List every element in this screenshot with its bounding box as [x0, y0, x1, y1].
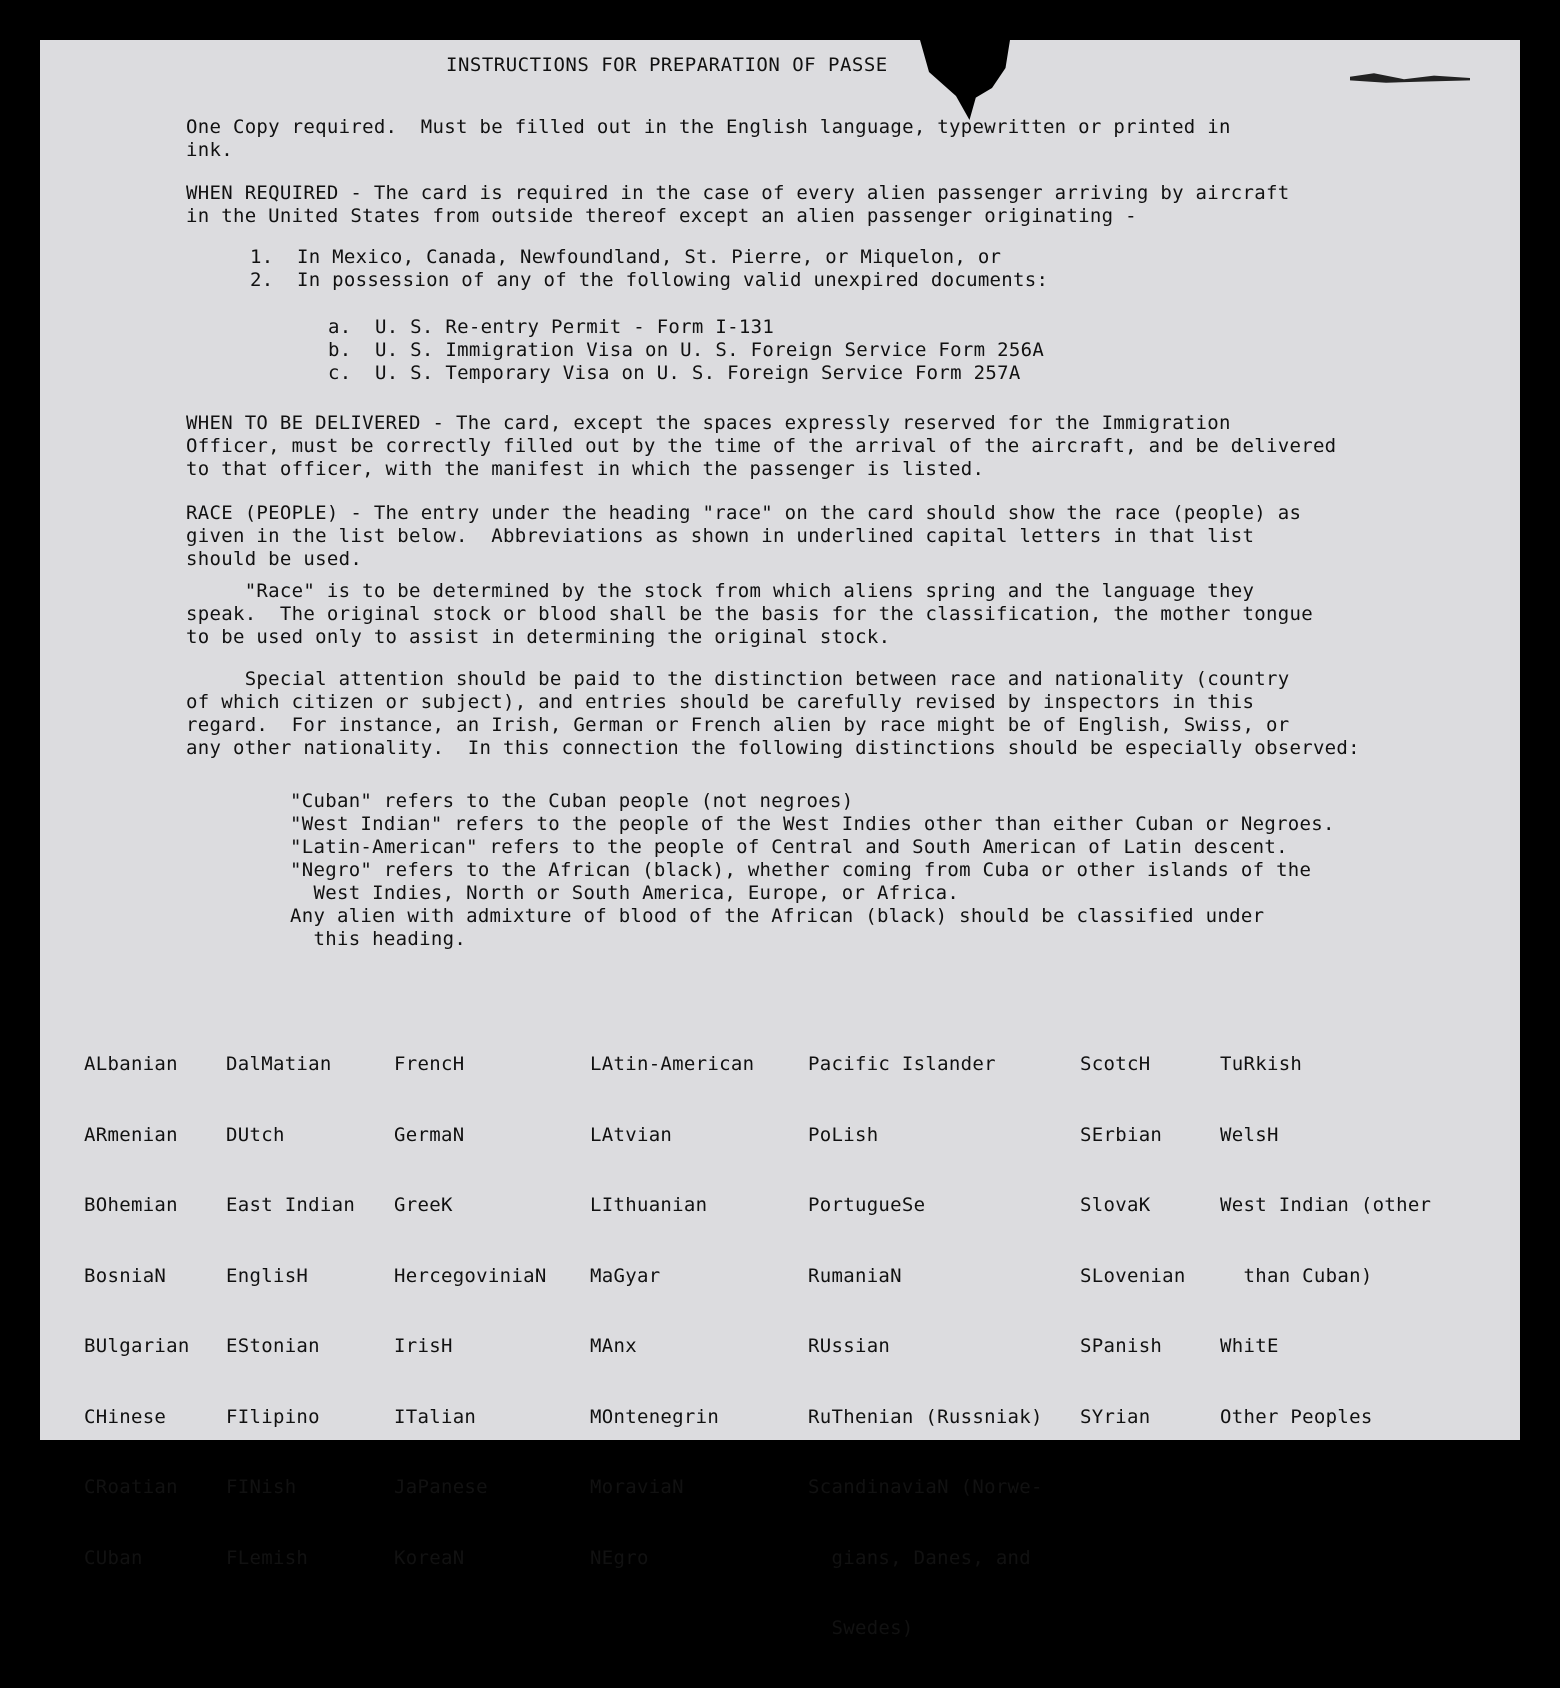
race-item: MOntenegrin	[590, 1405, 720, 1428]
race-item: DalMatian	[226, 1053, 332, 1075]
race-column-5	[808, 1006, 1043, 1688]
race-item: SLovenian	[1080, 1264, 1186, 1287]
race-column-6	[1080, 1006, 1186, 1476]
race-item: GermaN	[394, 1123, 465, 1146]
paragraph-when-delivered: WHEN TO BE DELIVERED - The card, except the spaces expressly reserved for the Immigration Officer, must be correctly filled out by the time of the arrival of the aircraft, and be delivered to that officer, with the manifest in which the passenger is listed.	[186, 412, 1337, 480]
race-item: WhitE	[1220, 1335, 1279, 1357]
paragraph-race-definition: "Race" is to be determined by the stock from which aliens spring and the language they speak. The original stock or blood shall be the basis for the classification, the mother tongue to be used only to assist in determining the original stock.	[186, 580, 1313, 648]
race-item: IrisH	[394, 1335, 453, 1357]
race-column-1	[84, 1006, 190, 1617]
race-item: ScotcH	[1080, 1053, 1151, 1075]
race-item: CRoatian	[84, 1476, 178, 1498]
exception-list: 1. In Mexico, Canada, Newfoundland, St. Pierre, or Miquelon, or 2. In possession of any of the following valid unexpired documents:	[250, 246, 1049, 291]
race-item: CUban	[84, 1546, 143, 1569]
race-item: SPanish	[1080, 1335, 1163, 1357]
race-item: ARmenian	[84, 1123, 178, 1146]
race-item: LIthuanian	[590, 1194, 708, 1216]
race-column-3	[394, 1006, 547, 1617]
race-item: MoraviaN	[590, 1476, 684, 1498]
race-item: HercegoviniaN	[394, 1264, 547, 1287]
paragraph-copy: One Copy required. Must be filled out in the English language, typewritten or printed in ink.	[186, 116, 1231, 161]
paragraph-race: RACE (PEOPLE) - The entry under the heading "race" on the card should show the race (people) as given in the list below. Abbreviations as shown in underlined capital letters in that list should be used.	[186, 502, 1302, 570]
race-item: FIlipino	[226, 1405, 320, 1428]
race-item: TuRkish	[1220, 1053, 1303, 1075]
document-page	[40, 40, 1520, 1639]
document-list: a. U. S. Re-entry Permit - Form I-131 b. U. S. Immigration Visa on U. S. Foreign Service Form 256A c. U. S. Temporary Visa on U. S. Foreign Service Form 257A	[328, 316, 1045, 384]
race-item: gians, Danes, and	[808, 1546, 1032, 1569]
race-item: ScandinaviaN (Norwe-	[808, 1476, 1043, 1498]
race-item: FrencH	[394, 1053, 465, 1075]
torn-edge-right	[1350, 72, 1470, 84]
race-item: SlovaK	[1080, 1194, 1151, 1216]
race-item: BosniaN	[84, 1264, 167, 1287]
race-column-4	[590, 1006, 754, 1617]
race-item: NEgro	[590, 1546, 649, 1569]
race-item: WelsH	[1220, 1123, 1279, 1146]
distinctions-list: "Cuban" refers to the Cuban people (not negroes) "West Indian" refers to the people of the West Indies other than either Cuban or Negroes. "Latin-American" refers to the people of Central and South American of Latin descent. "Negro" refers to the African (black), whether coming from Cuba or other islands of the West Indies, North or South America, Europe, or Africa. Any alien with admixture of blood of the African (black) should be classified under this heading.	[290, 790, 1335, 950]
race-column-7	[1220, 1006, 1431, 1476]
race-column-2	[226, 1006, 355, 1617]
race-item: West Indian (other	[1220, 1194, 1432, 1216]
race-item: JaPanese	[394, 1476, 488, 1498]
race-item: EStonian	[226, 1335, 320, 1357]
race-item: CHinese	[84, 1405, 167, 1428]
race-item: KoreaN	[394, 1546, 465, 1569]
race-item: SYrian	[1080, 1405, 1151, 1428]
race-item: SErbian	[1080, 1123, 1163, 1146]
race-item: FLemish	[226, 1546, 309, 1569]
paragraph-when-required: WHEN REQUIRED - The card is required in the case of every alien passenger arriving by aircraft in the United States from outside thereof except an alien passenger originating -	[186, 182, 1290, 227]
page-title: INSTRUCTIONS FOR PREPARATION OF PASSE	[446, 54, 888, 76]
race-item: LAtin-American	[590, 1053, 755, 1075]
paragraph-special-attention: Special attention should be paid to the distinction between race and nationality (country of which citizen or subject), and entries should be carefully revised by inspectors in this regard. For instance, an Irish, German or French alien by race might be of English, Swiss, or any other nationality. In this connection the following distinctions should be especially observed:	[186, 668, 1360, 759]
race-item: BUlgarian	[84, 1335, 190, 1357]
race-item: FINish	[226, 1476, 297, 1498]
race-item: RumaniaN	[808, 1264, 902, 1287]
race-item: MaGyar	[590, 1264, 661, 1287]
race-item: Other Peoples	[1220, 1405, 1373, 1428]
race-item: EnglisH	[226, 1264, 309, 1287]
race-item: LAtvian	[590, 1123, 673, 1146]
torn-edge	[920, 40, 1010, 120]
race-item: PoLish	[808, 1123, 879, 1146]
race-item: MAnx	[590, 1335, 637, 1357]
race-item: East Indian	[226, 1194, 356, 1216]
race-item: Swedes)	[808, 1617, 914, 1639]
race-item: GreeK	[394, 1194, 453, 1216]
race-item: BOhemian	[84, 1194, 178, 1216]
race-item: Pacific Islander	[808, 1053, 996, 1075]
race-item: PortugueSe	[808, 1194, 926, 1216]
race-item: RuThenian (Russniak)	[808, 1405, 1043, 1428]
race-item: ITalian	[394, 1405, 477, 1428]
race-item: DUtch	[226, 1123, 285, 1146]
race-item: RUssian	[808, 1335, 891, 1357]
race-item: ALbanian	[84, 1053, 178, 1075]
race-item: than Cuban)	[1220, 1264, 1373, 1287]
